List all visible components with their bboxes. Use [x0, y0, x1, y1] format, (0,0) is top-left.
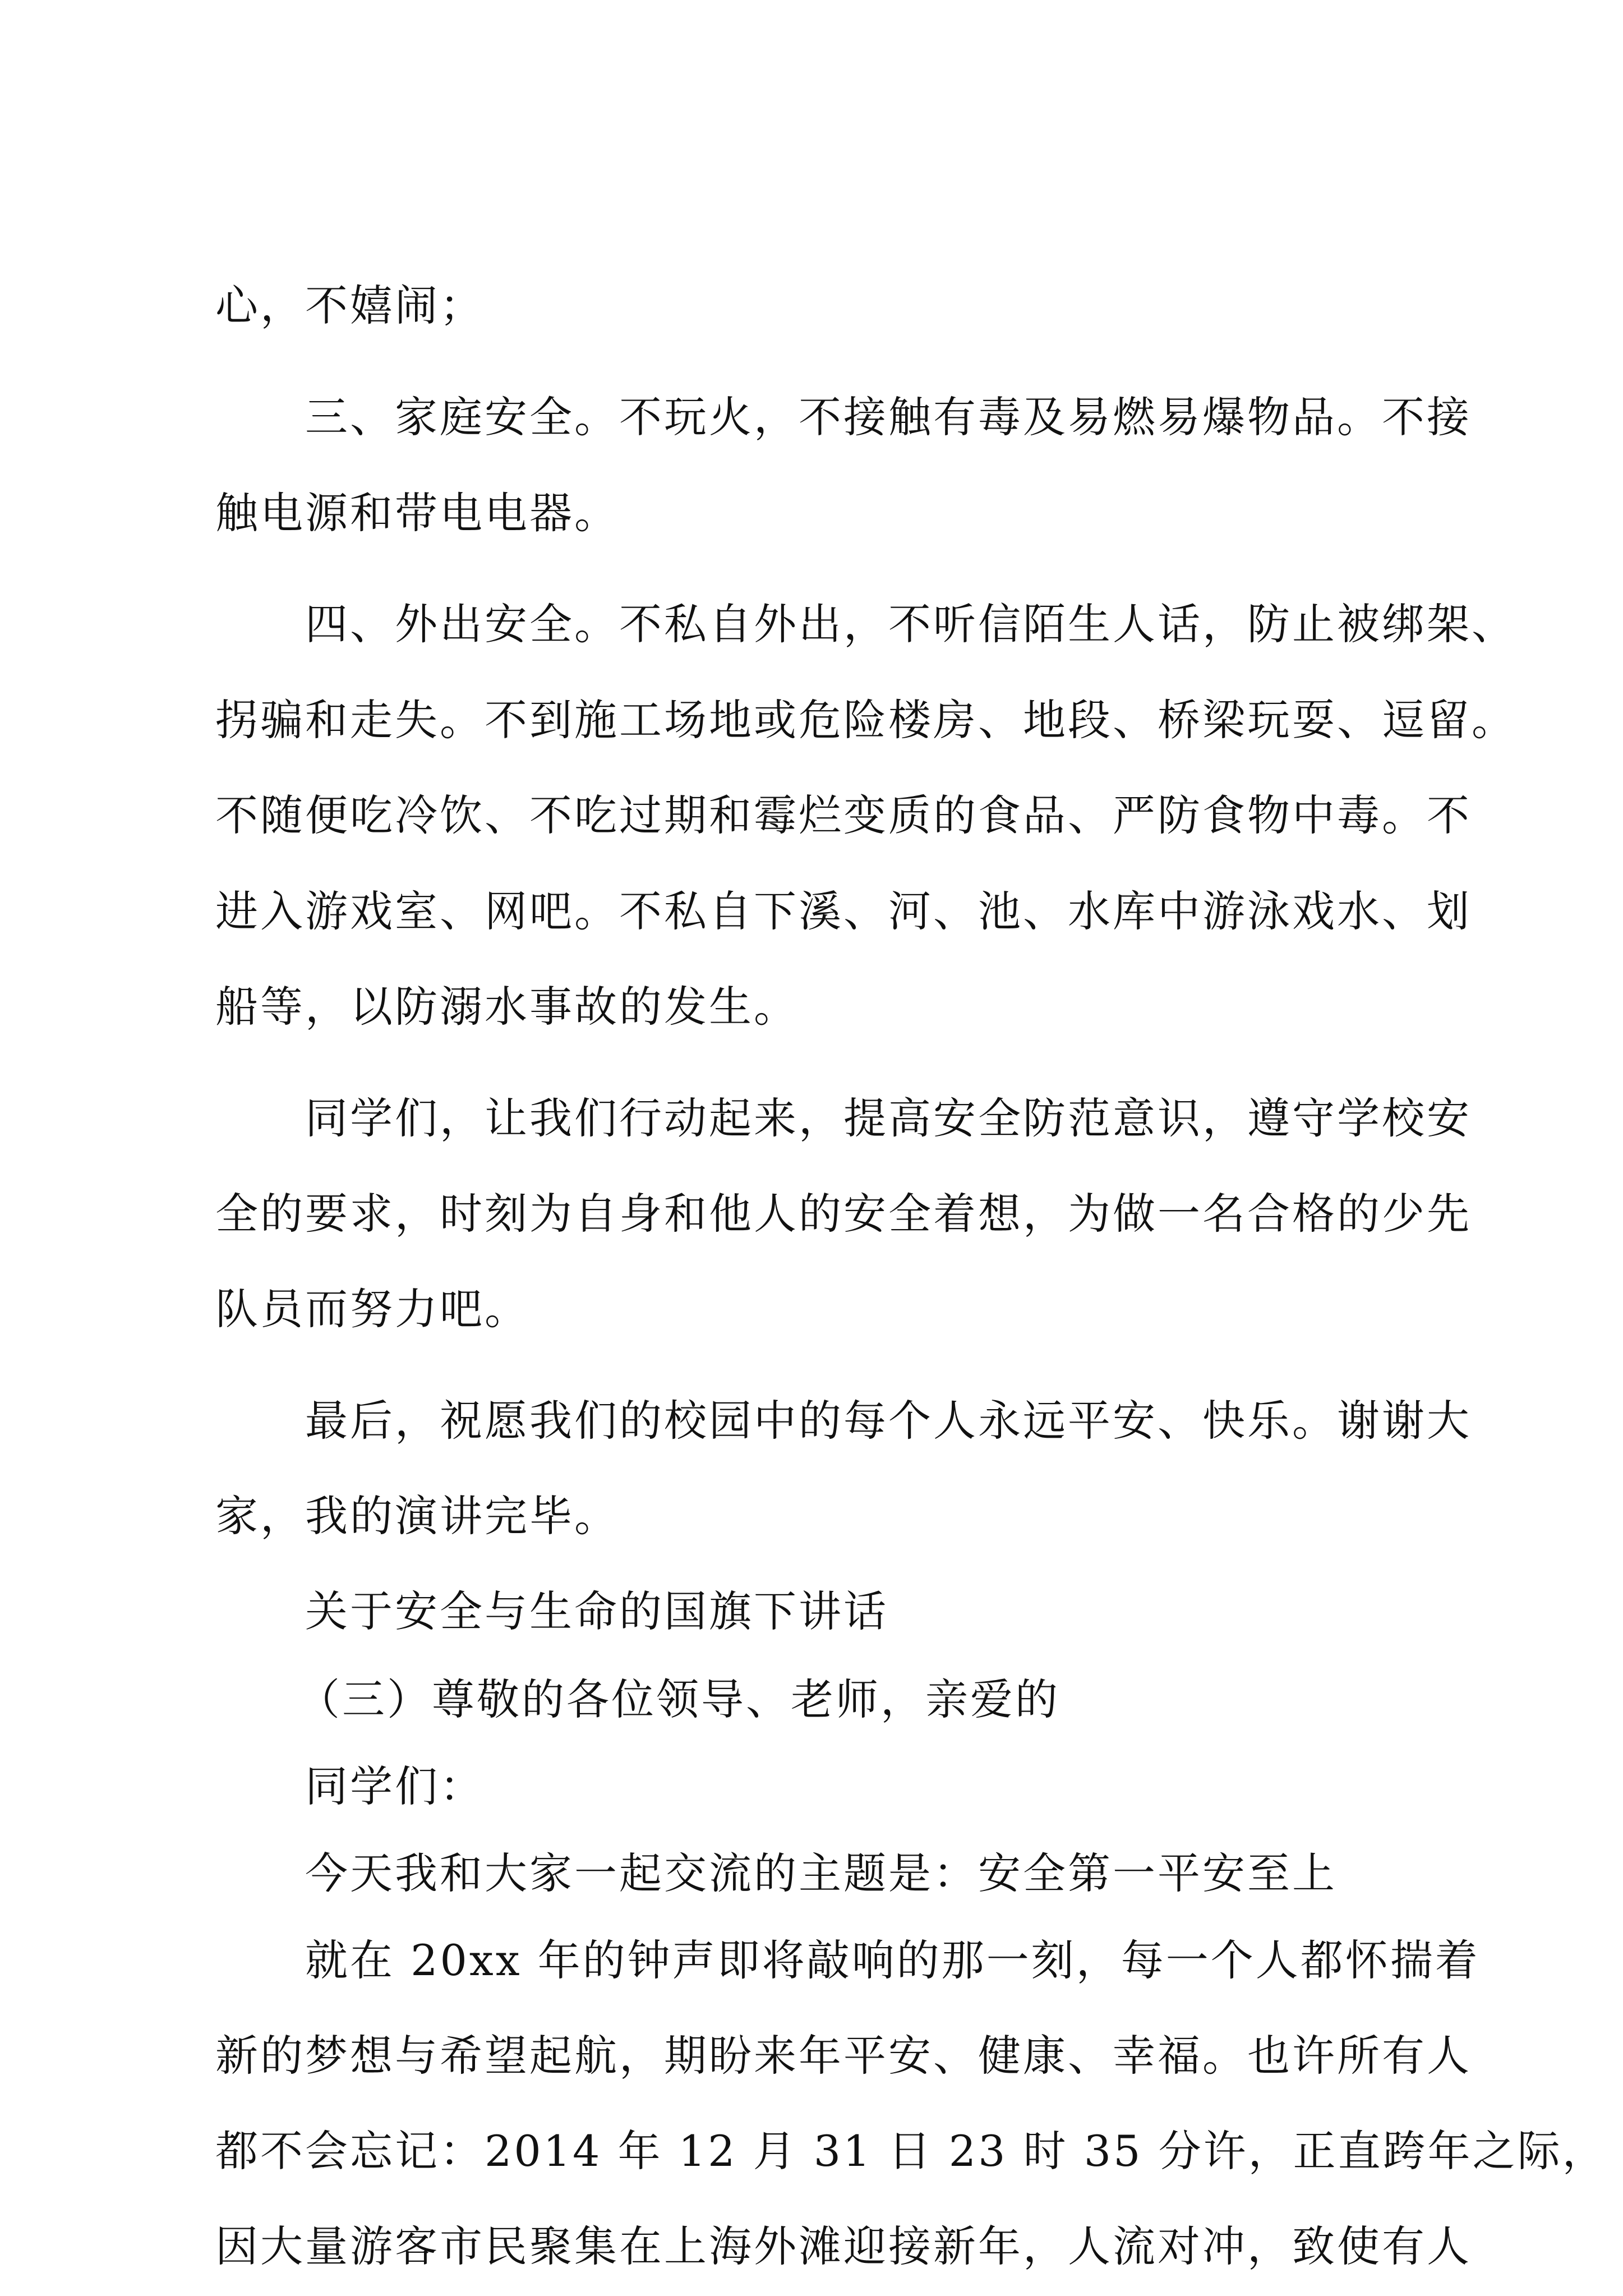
- text-line: 心，不嬉闹；: [215, 280, 485, 330]
- text-line: （三）尊敬的各位领导、老师，亲爱的: [297, 1674, 1060, 1724]
- text-line: 新的梦想与希望起航，期盼来年平安、健康、幸福。也许所有人: [215, 2031, 1472, 2081]
- text-line: 三、家庭安全。不玩火，不接触有毒及易燃易爆物品。不接: [305, 392, 1472, 442]
- text-line: 因大量游客市民聚集在上海外滩迎接新年，人流对冲，致使有人: [215, 2221, 1472, 2271]
- text-line: 进入游戏室、网吧。不私自下溪、河、池、水库中游泳戏水、划: [215, 886, 1472, 936]
- text-line: 家，我的演讲完毕。: [215, 1491, 619, 1541]
- text-line: 就在 20xx 年的钟声即将敲响的那一刻，每一个人都怀揣着: [305, 1935, 1480, 1985]
- text-line: 同学们：: [305, 1761, 485, 1811]
- text-line: 队员而努力吧。: [215, 1284, 529, 1334]
- text-line: 触电源和带电电器。: [215, 488, 619, 538]
- text-line: 同学们，让我们行动起来，提高安全防范意识，遵守学校安: [305, 1093, 1472, 1143]
- text-line: 船等，以防溺水事故的发生。: [215, 982, 799, 1032]
- text-line: 拐骗和走失。不到施工场地或危险楼房、地段、桥梁玩耍、逗留。: [215, 695, 1516, 745]
- text-line: 全的要求，时刻为自身和他人的安全着想，为做一名合格的少先: [215, 1189, 1472, 1239]
- text-line: 最后，祝愿我们的校园中的每个人永远平安、快乐。谢谢大: [305, 1396, 1472, 1446]
- text-line: 今天我和大家一起交流的主题是：安全第一平安至上: [305, 1848, 1337, 1898]
- section-heading: 关于安全与生命的国旗下讲话: [305, 1586, 888, 1636]
- text-line: 不随便吃冷饮、不吃过期和霉烂变质的食品、严防食物中毒。不: [215, 790, 1472, 840]
- text-line: 四、外出安全。不私自外出，不听信陌生人话，防止被绑架、: [305, 599, 1516, 649]
- text-line: 都不会忘记：2014 年 12 月 31 日 23 时 35 分许，正直跨年之际，: [215, 2126, 1607, 2176]
